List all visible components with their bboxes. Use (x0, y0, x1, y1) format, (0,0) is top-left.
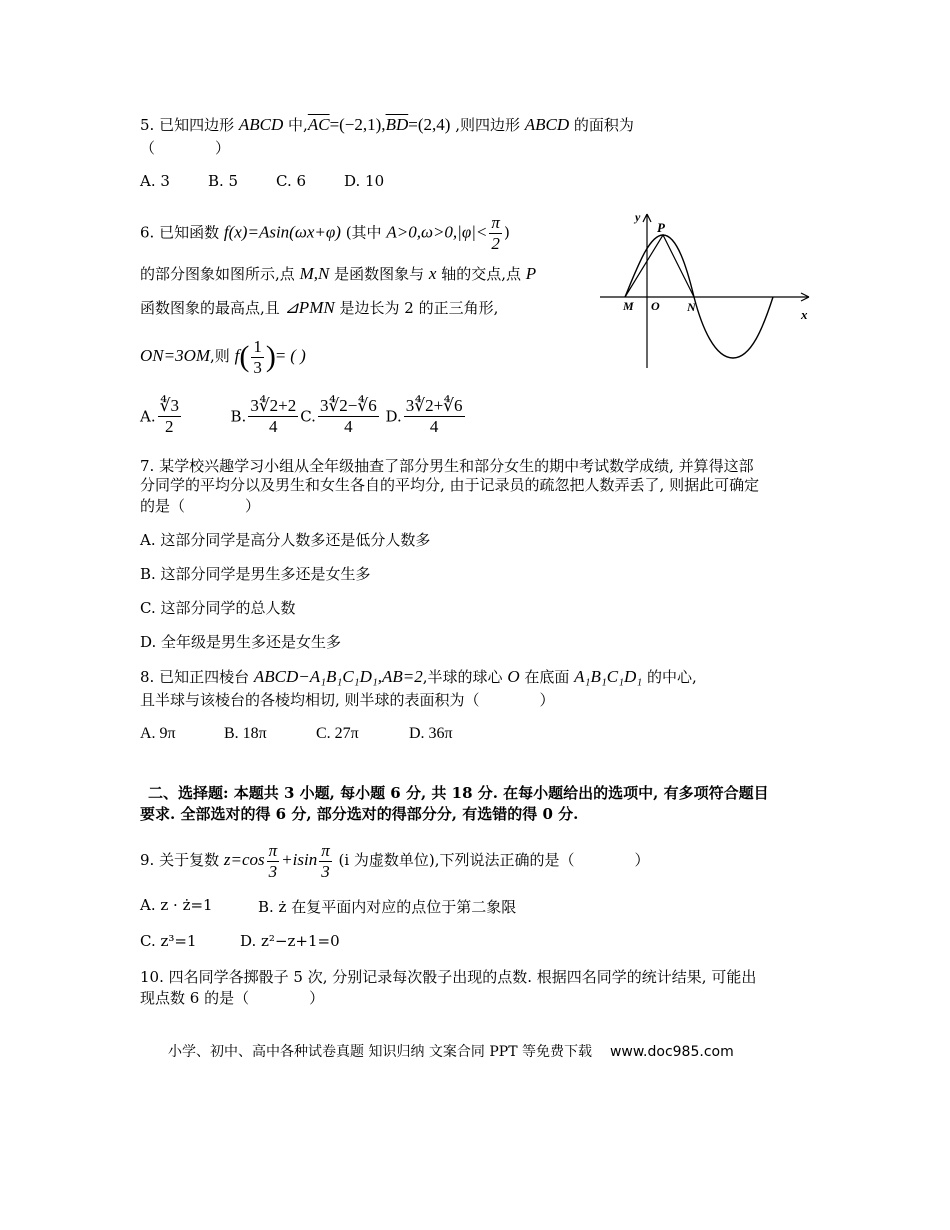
q8-option-b: B. 18π (224, 725, 267, 742)
q6-line3-b: 是边长为 2 的正三角形, (339, 299, 499, 317)
q6-condition: A>0,ω>0,|φ|< (386, 222, 488, 242)
q6-option-c-num: 3∜2−∜6 (319, 396, 377, 415)
q5-text-suffix: 的面积为 (573, 116, 634, 134)
q7-line3: 的是（ ） (140, 497, 261, 515)
q5-text-mid1: 中, (288, 116, 308, 134)
q5-option-b: B. 5 (208, 172, 239, 190)
footer-text: 小学、初中、高中各种试卷真题 知识归纳 文案合同 PPT 等免费下载 (168, 1044, 592, 1060)
footer (168, 1041, 734, 1061)
q9-frac1-num: π (268, 840, 278, 860)
q6-function: f(x)=Asin(ωx+φ) (223, 222, 341, 242)
vector-bd: $\overline{BD}$ (385, 115, 409, 134)
q6-triangle: ⊿PMN (284, 298, 335, 317)
q6-line2-a: 的部分图象如图所示,点 (140, 265, 295, 283)
q6-line2 (140, 264, 536, 284)
q7-line1: 7. 某学校兴趣学习小组从全年级抽查了部分男生和部分女生的期中考试数学成绩, 并算得这部 (140, 457, 754, 475)
q5-option-d: D. 10 (344, 172, 385, 190)
section2-heading-line2: 要求. 全部选对的得 6 分, 部分选对的得部分分, 有选错的得 0 分. (140, 805, 579, 823)
q6-options (140, 396, 467, 437)
graph-label-x: x (801, 307, 808, 322)
q6-cond-close: ) (503, 223, 510, 242)
graph-label-p: P (657, 220, 665, 235)
q6-option-b-num: 3∜2+2 (250, 396, 297, 415)
q6-f-frac-den: 3 (253, 357, 262, 377)
q8-center: O (507, 667, 520, 686)
q8-text: 8. 已知正四棱台 (140, 668, 250, 686)
q6-cond-prefix: (其中 (345, 223, 382, 242)
q9-text: 9. 关于复数 (140, 851, 220, 869)
q6-line2-b: 是函数图象与 (334, 265, 425, 283)
q9-line1 (140, 838, 650, 882)
q6-point-p: P (525, 264, 537, 283)
q6-line1 (140, 213, 510, 254)
q6-line3-a: 函数图象的最高点,且 (140, 299, 280, 317)
footer-url[interactable]: www.doc985.com (609, 1044, 734, 1060)
q7-option-d: D. 全年级是男生多还是女生多 (140, 633, 342, 651)
q9-text-suffix: (i 为虚数单位),下列说法正确的是（ ） (338, 851, 650, 869)
q6-option-b-fraction (248, 396, 298, 437)
q5-option-c: C. 6 (276, 172, 307, 190)
q6-option-a-fraction (158, 396, 181, 437)
q8-line1 (140, 667, 697, 687)
q5-option-a: A. 3 (140, 172, 170, 190)
q6-x-axis-ref: x (428, 264, 437, 283)
q8-text-mid: ,半球的球心 (422, 668, 503, 686)
q5-line1 (140, 115, 634, 135)
q9-option-b: B. ż 在复平面内对应的点位于第二象限 (258, 898, 517, 916)
q6-function-graph (597, 208, 817, 372)
q6-option-d-num: 3∜2+∜6 (405, 396, 463, 415)
graph-label-o: O (651, 299, 660, 313)
q6-option-b-label: B. (230, 407, 247, 426)
vector-ac-value: =(−2,1), (329, 115, 386, 134)
q9-frac2-num: π (321, 840, 330, 860)
q5-text-mid2: ,则四边形 (455, 116, 520, 134)
q7-line2: 分同学的平均分以及男生和女生各自的平均分, 由于记录员的疏忽把人数弄丢了, 则据此可确定 (140, 476, 760, 494)
q8-line2: 且半球与该棱台的各棱均相切, 则半球的表面积为（ ） (140, 691, 555, 709)
q6-answer-paren: ( ) (290, 346, 306, 365)
graph-label-n: N (687, 300, 696, 314)
q6-equation-on: ON=3OM (140, 346, 211, 365)
q6-option-b-den: 4 (269, 417, 278, 436)
q9-fraction-1 (267, 841, 280, 882)
q7-option-a: A. 这部分同学是高分人数多还是低分人数多 (140, 531, 431, 549)
q8-frustum: ABCD−A₁B₁C₁D₁,AB=2 (253, 667, 423, 686)
q8-text-suffix: 的中心, (646, 668, 697, 686)
q8-text-mid2: 在底面 (524, 668, 570, 686)
q9-option-d: D. z²−z+1=0 (240, 932, 340, 950)
q7-option-c: C. 这部分同学的总人数 (140, 599, 296, 617)
q6-f-frac-num: 1 (253, 336, 262, 356)
q6-cond-fraction (489, 213, 502, 254)
q8-option-a: A. 9π (140, 725, 176, 742)
q5-text: 5. 已知四边形 (140, 116, 235, 134)
q6-text: 6. 已知函数 (140, 223, 220, 242)
q9-plus-isin: +isin (281, 850, 318, 869)
q10-line2: 现点数 6 的是（ ） (140, 989, 325, 1007)
q6-f-fraction (251, 337, 264, 378)
q6-line2-c: 轴的交点,点 (441, 265, 521, 283)
graph-label-m: M (623, 299, 634, 313)
q6-option-d-den: 4 (429, 417, 439, 436)
q6-option-a-label: A. (140, 407, 156, 426)
q9-frac1-den: 3 (268, 861, 278, 881)
q9-option-a: A. z · ż=1 (140, 896, 213, 914)
section2-heading-line1: 二、选择题: 本题共 3 小题, 每小题 6 分, 共 18 分. 在每小题给出的选项中, 有多项符合题目 (148, 784, 769, 802)
q6-line3 (140, 298, 498, 318)
q9-fraction-2 (319, 841, 332, 882)
q5-answer-paren: （ ） (140, 139, 231, 157)
q5-quad2: ABCD (524, 115, 570, 134)
triangle-pmn (625, 235, 694, 297)
q8-base: A₁B₁C₁D₁ (574, 667, 643, 686)
q8-option-d: D. 36π (409, 725, 453, 742)
q6-option-c-den: 4 (344, 417, 353, 436)
q10-line1: 10. 四名同学各掷骰子 5 次, 分别记录每次骰子出现的点数. 根据四名同学的统计结果, 可能出 (140, 968, 757, 986)
q6-cond-frac-num: π (491, 213, 500, 232)
vector-bd-value: =(2,4) (408, 115, 451, 134)
q6-cond-frac-den: 2 (491, 234, 500, 253)
q6-option-c-label: C. (300, 407, 316, 426)
q5-quad: ABCD (238, 115, 284, 134)
q6-line4-b: ,则 (210, 347, 230, 365)
q8-option-c: C. 27π (316, 725, 359, 742)
q9-frac2-den: 3 (321, 861, 330, 881)
q7-option-b: B. 这部分同学是男生多还是女生多 (140, 565, 371, 583)
q6-f: f (234, 346, 240, 365)
q6-points-mn: M,N (299, 264, 330, 283)
q9-z-eq: z=cos (223, 850, 265, 869)
graph-label-y: y (635, 210, 641, 224)
q6-equals: = (275, 346, 286, 365)
q6-option-d-fraction (404, 396, 465, 437)
vector-ac: $\overline{AC}$ (307, 115, 330, 134)
q6-option-a-den: 2 (165, 417, 174, 436)
q6-option-c-fraction (318, 396, 379, 437)
q9-option-c: C. z³=1 (140, 932, 197, 950)
q6-line4: ON=3OM,则 f( $\frac{1}{3}$ )= ( ) (140, 336, 306, 377)
q6-option-a-num: ∜3 (159, 396, 179, 415)
q6-option-d-label: D. (385, 407, 402, 426)
